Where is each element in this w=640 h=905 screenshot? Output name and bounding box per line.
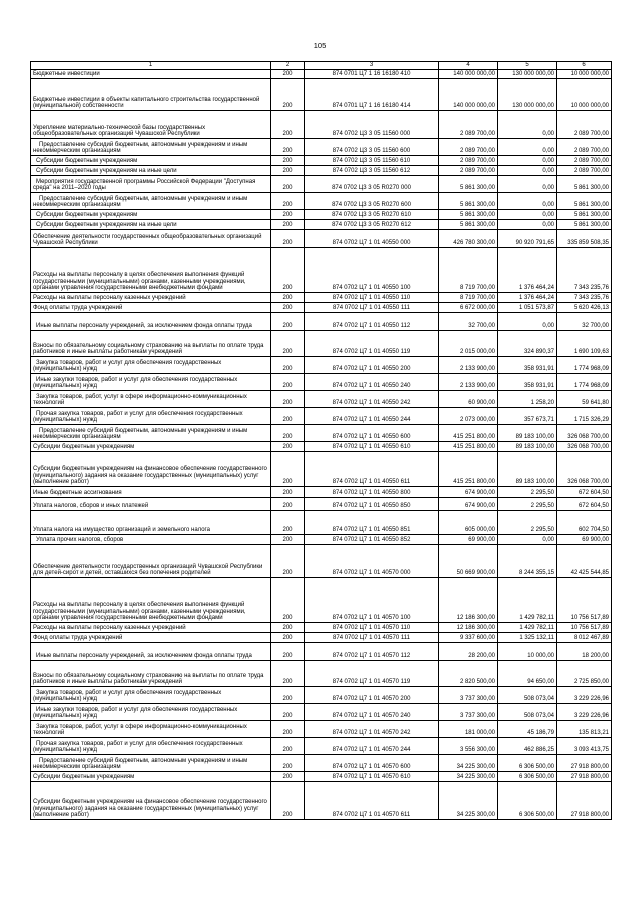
table-row xyxy=(31,357,612,374)
row-name: Расходы на выплаты персоналу казенных учреждений xyxy=(31,623,271,633)
row-approved-amount: 34 225 300,00 xyxy=(439,755,498,772)
row-executed-amount: 90 920 791,65 xyxy=(498,230,557,248)
row-executed-amount: 0,00 xyxy=(498,313,557,331)
row-remaining-amount: 1 774 968,09 xyxy=(557,357,612,374)
row-approved-amount: 415 251 800,00 xyxy=(439,442,498,452)
row-name: Уплата налога на имущество организаций и земельного налога xyxy=(31,511,271,535)
row-budget-code: 874 0702 Ц7 1 01 40550 800 xyxy=(305,487,439,498)
row-budget-code: 874 0702 Ц7 1 01 40570 119 xyxy=(305,661,439,687)
row-name: Укрепление материально-технической базы государственных общеобразовательных организаций Чувашской Республики xyxy=(31,111,271,139)
row-executed-amount: 0,00 xyxy=(498,176,557,193)
row-executed-amount: 45 186,79 xyxy=(498,721,557,738)
row-remaining-amount: 7 343 235,76 xyxy=(557,293,612,303)
table-row xyxy=(31,772,612,782)
row-line-code: 200 xyxy=(271,535,305,545)
row-line-code: 200 xyxy=(271,487,305,498)
row-executed-amount: 358 931,91 xyxy=(498,374,557,391)
row-budget-code: 874 0702 Ц7 1 01 40570 244 xyxy=(305,738,439,755)
row-executed-amount: 10 000,00 xyxy=(498,643,557,661)
table-row xyxy=(31,755,612,772)
row-line-code: 200 xyxy=(271,704,305,721)
table-row xyxy=(31,303,612,313)
row-name: Расходы на выплаты персоналу в целях обеспечения выполнения функций государственными (муниципальными) органами, казенными учреждениями, органами управления государственными внебюджетными фондами xyxy=(31,578,271,623)
row-line-code: 200 xyxy=(271,193,305,210)
row-budget-code: 874 0702 Ц7 1 01 40550 112 xyxy=(305,313,439,331)
row-line-code: 200 xyxy=(271,391,305,408)
table-row xyxy=(31,248,612,293)
row-budget-code: 874 0702 Ц3 3 05 R0270 612 xyxy=(305,220,439,230)
table-row xyxy=(31,374,612,391)
row-line-code: 200 xyxy=(271,772,305,782)
row-approved-amount: 60 900,00 xyxy=(439,391,498,408)
table-row xyxy=(31,633,612,643)
table-row xyxy=(31,643,612,661)
row-name: Закупка товаров, работ, услуг в сфере информационно-коммуникационных технологий xyxy=(31,721,271,738)
row-line-code: 200 xyxy=(271,623,305,633)
row-name: Иные выплаты персоналу учреждений, за исключением фонда оплаты труда xyxy=(31,643,271,661)
row-executed-amount: 94 650,00 xyxy=(498,661,557,687)
row-approved-amount: 2 015 000,00 xyxy=(439,331,498,357)
row-remaining-amount: 1 774 968,09 xyxy=(557,374,612,391)
row-remaining-amount: 27 918 800,00 xyxy=(557,782,612,820)
row-approved-amount: 34 225 300,00 xyxy=(439,782,498,820)
row-approved-amount: 6 672 000,00 xyxy=(439,303,498,313)
table-row xyxy=(31,176,612,193)
row-budget-code: 874 0702 Ц7 1 01 40570 110 xyxy=(305,623,439,633)
table-row xyxy=(31,70,612,79)
row-line-code: 200 xyxy=(271,176,305,193)
row-line-code: 200 xyxy=(271,357,305,374)
row-line-code: 200 xyxy=(271,139,305,156)
page-number: 105 xyxy=(313,41,327,50)
row-budget-code: 874 0702 Ц3 3 05 R0270 000 xyxy=(305,176,439,193)
row-remaining-amount: 2 089 700,00 xyxy=(557,156,612,166)
table-row xyxy=(31,331,612,357)
row-line-code: 200 xyxy=(271,498,305,511)
row-remaining-amount: 2 725 850,00 xyxy=(557,661,612,687)
row-budget-code: 874 0702 Ц7 1 01 40550 850 xyxy=(305,498,439,511)
row-budget-code: 874 0702 Ц7 1 01 40550 100 xyxy=(305,248,439,293)
row-budget-code: 874 0702 Ц7 1 01 40570 112 xyxy=(305,643,439,661)
row-executed-amount: 462 886,25 xyxy=(498,738,557,755)
row-name: Уплата прочих налогов, сборов xyxy=(31,535,271,545)
row-approved-amount: 2 089 700,00 xyxy=(439,166,498,176)
row-name: Субсидии бюджетным учреждениям на финансовое обеспечение государственного (муниципального) задания на оказание государственных (муниципальных) услуг (выполнение работ) xyxy=(31,782,271,820)
table-row xyxy=(31,210,612,220)
row-approved-amount: 181 000,00 xyxy=(439,721,498,738)
row-name: Иные выплаты персоналу учреждений, за исключением фонда оплаты труда xyxy=(31,313,271,331)
row-name: Иные закупки товаров, работ и услуг для обеспечения государственных (муниципальных) нужд xyxy=(31,704,271,721)
table-row xyxy=(31,511,612,535)
row-remaining-amount: 2 089 700,00 xyxy=(557,166,612,176)
row-remaining-amount: 326 068 700,00 xyxy=(557,425,612,442)
row-name: Субсидии бюджетным учреждениям xyxy=(31,772,271,782)
row-budget-code: 874 0702 Ц3 3 05 11560 600 xyxy=(305,139,439,156)
row-line-code: 200 xyxy=(271,738,305,755)
row-line-code: 200 xyxy=(271,687,305,704)
row-approved-amount: 2 820 500,00 xyxy=(439,661,498,687)
row-line-code: 200 xyxy=(271,210,305,220)
row-line-code: 200 xyxy=(271,755,305,772)
row-approved-amount: 5 861 300,00 xyxy=(439,210,498,220)
row-name: Предоставление субсидий бюджетным, автономным учреждениям и иным некоммерческим организациям xyxy=(31,425,271,442)
row-remaining-amount: 3 093 413,75 xyxy=(557,738,612,755)
row-approved-amount: 34 225 300,00 xyxy=(439,772,498,782)
row-remaining-amount: 5 861 300,00 xyxy=(557,193,612,210)
row-name: Закупка товаров, работ, услуг в сфере информационно-коммуникационных технологий xyxy=(31,391,271,408)
row-executed-amount: 358 931,91 xyxy=(498,357,557,374)
row-approved-amount: 32 700,00 xyxy=(439,313,498,331)
row-name: Взносы по обязательному социальному страхованию на выплаты по оплате труда работников и иные выплаты работникам учреждений xyxy=(31,661,271,687)
row-executed-amount: 0,00 xyxy=(498,156,557,166)
row-remaining-amount: 326 068 700,00 xyxy=(557,442,612,452)
row-budget-code: 874 0702 Ц7 1 01 40570 100 xyxy=(305,578,439,623)
row-name: Обеспечение деятельности государственных организаций Чувашской Республики для детей-сирот и детей, оставшихся без попечения родителей xyxy=(31,545,271,578)
row-name: Субсидии бюджетным учреждениям на финансовое обеспечение государственного (муниципального) задания на оказание государственных (муниципальных) услуг (выполнение работ) xyxy=(31,452,271,487)
row-budget-code: 874 0702 Ц7 1 01 40570 610 xyxy=(305,772,439,782)
row-line-code: 200 xyxy=(271,248,305,293)
row-budget-code: 874 0702 Ц7 1 01 40570 611 xyxy=(305,782,439,820)
row-budget-code: 874 0701 Ц7 1 16 16180 414 xyxy=(305,79,439,111)
row-name: Иные закупки товаров, работ и услуг для обеспечения государственных (муниципальных) нужд xyxy=(31,374,271,391)
row-executed-amount: 89 183 100,00 xyxy=(498,442,557,452)
row-line-code: 200 xyxy=(271,313,305,331)
row-line-code: 200 xyxy=(271,374,305,391)
row-line-code: 200 xyxy=(271,442,305,452)
row-budget-code: 874 0702 Ц7 1 01 40550 240 xyxy=(305,374,439,391)
row-line-code: 200 xyxy=(271,782,305,820)
row-remaining-amount: 2 089 700,00 xyxy=(557,139,612,156)
row-line-code: 200 xyxy=(271,156,305,166)
row-remaining-amount: 2 089 700,00 xyxy=(557,111,612,139)
row-remaining-amount: 602 704,50 xyxy=(557,511,612,535)
row-line-code: 200 xyxy=(271,111,305,139)
row-approved-amount: 69 900,00 xyxy=(439,535,498,545)
column-header: 6 xyxy=(557,62,612,70)
row-approved-amount: 50 669 900,00 xyxy=(439,545,498,578)
row-name: Бюджетные инвестиции в объекты капитального строительства государственной (муниципальной) собственности xyxy=(31,79,271,111)
row-approved-amount: 8 719 700,00 xyxy=(439,293,498,303)
table-row xyxy=(31,442,612,452)
row-executed-amount: 89 183 100,00 xyxy=(498,452,557,487)
row-budget-code: 874 0702 Ц3 3 05 R0270 600 xyxy=(305,193,439,210)
row-name: Субсидии бюджетным учреждениям xyxy=(31,442,271,452)
row-executed-amount: 0,00 xyxy=(498,111,557,139)
table-row xyxy=(31,408,612,425)
row-remaining-amount: 5 861 300,00 xyxy=(557,176,612,193)
row-executed-amount: 508 073,04 xyxy=(498,704,557,721)
row-remaining-amount: 59 641,80 xyxy=(557,391,612,408)
row-name: Субсидии бюджетным учреждениям на иные цели xyxy=(31,166,271,176)
budget-table xyxy=(30,61,612,820)
table-row xyxy=(31,545,612,578)
row-name: Мероприятия государственной программы Российской Федерации "Доступная среда" на 2011–2020 годы xyxy=(31,176,271,193)
row-name: Закупка товаров, работ и услуг для обеспечения государственных (муниципальных) нужд xyxy=(31,357,271,374)
row-remaining-amount: 135 813,21 xyxy=(557,721,612,738)
table-row xyxy=(31,578,612,623)
row-budget-code: 874 0702 Ц7 1 01 40550 611 xyxy=(305,452,439,487)
row-approved-amount: 140 000 000,00 xyxy=(439,79,498,111)
column-header: 1 xyxy=(31,62,271,70)
row-line-code: 200 xyxy=(271,578,305,623)
row-budget-code: 874 0702 Ц7 1 01 40550 244 xyxy=(305,408,439,425)
row-remaining-amount: 3 229 226,96 xyxy=(557,704,612,721)
table-row xyxy=(31,623,612,633)
row-approved-amount: 12 186 300,00 xyxy=(439,578,498,623)
row-executed-amount: 130 000 000,00 xyxy=(498,79,557,111)
row-remaining-amount: 10 000 000,00 xyxy=(557,70,612,79)
row-approved-amount: 140 000 000,00 xyxy=(439,70,498,79)
row-budget-code: 874 0702 Ц7 1 01 40550 600 xyxy=(305,425,439,442)
row-approved-amount: 2 089 700,00 xyxy=(439,111,498,139)
row-name: Бюджетные инвестиции xyxy=(31,70,271,79)
row-remaining-amount: 3 229 226,96 xyxy=(557,687,612,704)
row-approved-amount: 674 900,00 xyxy=(439,498,498,511)
row-name: Обеспечение деятельности государственных общеобразовательных организаций Чувашской Республики xyxy=(31,230,271,248)
row-approved-amount: 3 737 300,00 xyxy=(439,704,498,721)
row-line-code: 200 xyxy=(271,230,305,248)
table-row xyxy=(31,721,612,738)
table-row xyxy=(31,452,612,487)
row-executed-amount: 508 073,04 xyxy=(498,687,557,704)
table-row xyxy=(31,535,612,545)
row-name: Закупка товаров, работ и услуг для обеспечения государственных (муниципальных) нужд xyxy=(31,687,271,704)
row-budget-code: 874 0702 Ц7 1 01 40550 000 xyxy=(305,230,439,248)
row-line-code: 200 xyxy=(271,166,305,176)
row-name: Субсидии бюджетным учреждениям xyxy=(31,156,271,166)
row-remaining-amount: 5 861 300,00 xyxy=(557,220,612,230)
row-budget-code: 874 0702 Ц7 1 01 40570 600 xyxy=(305,755,439,772)
row-name: Прочая закупка товаров, работ и услуг для обеспечения государственных (муниципальных) нужд xyxy=(31,408,271,425)
row-approved-amount: 9 337 600,00 xyxy=(439,633,498,643)
row-remaining-amount: 1 690 109,63 xyxy=(557,331,612,357)
row-budget-code: 874 0702 Ц3 3 05 11560 000 xyxy=(305,111,439,139)
row-executed-amount: 1 376 464,24 xyxy=(498,248,557,293)
table-row xyxy=(31,156,612,166)
row-executed-amount: 6 306 500,00 xyxy=(498,755,557,772)
row-executed-amount: 1 258,20 xyxy=(498,391,557,408)
row-executed-amount: 0,00 xyxy=(498,220,557,230)
row-approved-amount: 426 780 300,00 xyxy=(439,230,498,248)
row-executed-amount: 1 429 782,11 xyxy=(498,578,557,623)
table-row xyxy=(31,293,612,303)
row-remaining-amount: 10 756 517,89 xyxy=(557,623,612,633)
row-executed-amount: 1 429 782,11 xyxy=(498,623,557,633)
row-approved-amount: 8 719 700,00 xyxy=(439,248,498,293)
row-approved-amount: 5 861 300,00 xyxy=(439,220,498,230)
row-name: Прочая закупка товаров, работ и услуг для обеспечения государственных (муниципальных) нужд xyxy=(31,738,271,755)
row-name: Предоставление субсидий бюджетным, автономным учреждениям и иным некоммерческим организациям xyxy=(31,139,271,156)
row-budget-code: 874 0702 Ц7 1 01 40570 000 xyxy=(305,545,439,578)
row-remaining-amount: 42 425 544,85 xyxy=(557,545,612,578)
row-remaining-amount: 10 756 517,89 xyxy=(557,578,612,623)
header-row xyxy=(31,62,612,70)
row-budget-code: 874 0702 Ц3 3 05 11560 612 xyxy=(305,166,439,176)
row-approved-amount: 674 900,00 xyxy=(439,487,498,498)
table-row xyxy=(31,661,612,687)
table-row xyxy=(31,425,612,442)
row-approved-amount: 5 861 300,00 xyxy=(439,176,498,193)
row-budget-code: 874 0702 Ц7 1 01 40550 851 xyxy=(305,511,439,535)
row-remaining-amount: 27 918 800,00 xyxy=(557,772,612,782)
row-remaining-amount: 326 068 700,00 xyxy=(557,452,612,487)
row-approved-amount: 2 089 700,00 xyxy=(439,139,498,156)
table-row xyxy=(31,230,612,248)
row-budget-code: 874 0702 Ц7 1 01 40550 242 xyxy=(305,391,439,408)
row-executed-amount: 130 000 000,00 xyxy=(498,70,557,79)
row-name: Фонд оплаты труда учреждений xyxy=(31,303,271,313)
table-row xyxy=(31,704,612,721)
table-row xyxy=(31,391,612,408)
row-line-code: 200 xyxy=(271,293,305,303)
row-executed-amount: 0,00 xyxy=(498,535,557,545)
row-line-code: 200 xyxy=(271,545,305,578)
row-approved-amount: 3 737 300,00 xyxy=(439,687,498,704)
table-row xyxy=(31,487,612,498)
row-approved-amount: 28 200,00 xyxy=(439,643,498,661)
table-row xyxy=(31,498,612,511)
row-executed-amount: 2 295,50 xyxy=(498,498,557,511)
row-approved-amount: 5 861 300,00 xyxy=(439,193,498,210)
row-budget-code: 874 0702 Ц7 1 01 40570 111 xyxy=(305,633,439,643)
row-line-code: 200 xyxy=(271,452,305,487)
row-remaining-amount: 10 000 000,00 xyxy=(557,79,612,111)
row-executed-amount: 6 306 500,00 xyxy=(498,772,557,782)
row-remaining-amount: 8 012 467,89 xyxy=(557,633,612,643)
row-name: Иные бюджетные ассигнования xyxy=(31,487,271,498)
row-budget-code: 874 0702 Ц7 1 01 40550 852 xyxy=(305,535,439,545)
row-budget-code: 874 0702 Ц3 3 05 11560 610 xyxy=(305,156,439,166)
row-approved-amount: 12 186 300,00 xyxy=(439,623,498,633)
column-header: 2 xyxy=(271,62,305,70)
row-line-code: 200 xyxy=(271,511,305,535)
row-executed-amount: 1 051 573,87 xyxy=(498,303,557,313)
row-approved-amount: 605 000,00 xyxy=(439,511,498,535)
row-line-code: 200 xyxy=(271,303,305,313)
row-budget-code: 874 0702 Ц7 1 01 40550 111 xyxy=(305,303,439,313)
row-name: Уплата налогов, сборов и иных платежей xyxy=(31,498,271,511)
row-approved-amount: 2 133 900,00 xyxy=(439,357,498,374)
row-executed-amount: 2 295,50 xyxy=(498,511,557,535)
row-line-code: 200 xyxy=(271,220,305,230)
row-line-code: 200 xyxy=(271,331,305,357)
row-line-code: 200 xyxy=(271,643,305,661)
row-remaining-amount: 5 861 300,00 xyxy=(557,210,612,220)
row-remaining-amount: 335 859 508,35 xyxy=(557,230,612,248)
row-executed-amount: 6 306 500,00 xyxy=(498,782,557,820)
table-row xyxy=(31,193,612,210)
row-executed-amount: 0,00 xyxy=(498,193,557,210)
row-line-code: 200 xyxy=(271,661,305,687)
table-row xyxy=(31,687,612,704)
row-name: Субсидии бюджетным учреждениям xyxy=(31,210,271,220)
row-approved-amount: 3 556 300,00 xyxy=(439,738,498,755)
row-name: Субсидии бюджетным учреждениям на иные цели xyxy=(31,220,271,230)
row-name: Предоставление субсидий бюджетным, автономным учреждениям и иным некоммерческим организациям xyxy=(31,755,271,772)
row-approved-amount: 415 251 800,00 xyxy=(439,452,498,487)
row-executed-amount: 89 183 100,00 xyxy=(498,425,557,442)
table-row xyxy=(31,111,612,139)
row-name: Взносы по обязательному социальному страхованию на выплаты по оплате труда работников и иные выплаты работникам учреждений xyxy=(31,331,271,357)
row-budget-code: 874 0702 Ц7 1 01 40550 119 xyxy=(305,331,439,357)
row-line-code: 200 xyxy=(271,79,305,111)
row-line-code: 200 xyxy=(271,721,305,738)
row-executed-amount: 0,00 xyxy=(498,139,557,156)
row-executed-amount: 0,00 xyxy=(498,210,557,220)
row-line-code: 200 xyxy=(271,633,305,643)
row-approved-amount: 2 073 000,00 xyxy=(439,408,498,425)
row-approved-amount: 415 251 800,00 xyxy=(439,425,498,442)
row-budget-code: 874 0702 Ц7 1 01 40550 200 xyxy=(305,357,439,374)
table-row xyxy=(31,79,612,111)
row-line-code: 200 xyxy=(271,70,305,79)
row-remaining-amount: 32 700,00 xyxy=(557,313,612,331)
row-remaining-amount: 7 343 235,76 xyxy=(557,248,612,293)
row-line-code: 200 xyxy=(271,425,305,442)
row-remaining-amount: 672 604,50 xyxy=(557,498,612,511)
row-name: Расходы на выплаты персоналу в целях обеспечения выполнения функций государственными (муниципальными) органами, казенными учреждениями, органами управления государственными внебюджетными фондами xyxy=(31,248,271,293)
row-remaining-amount: 1 715 326,29 xyxy=(557,408,612,425)
table-row xyxy=(31,313,612,331)
row-budget-code: 874 0702 Ц7 1 01 40550 110 xyxy=(305,293,439,303)
row-budget-code: 874 0702 Ц3 3 05 R0270 610 xyxy=(305,210,439,220)
row-executed-amount: 8 244 355,15 xyxy=(498,545,557,578)
row-budget-code: 874 0702 Ц7 1 01 40570 200 xyxy=(305,687,439,704)
table-row xyxy=(31,139,612,156)
row-executed-amount: 0,00 xyxy=(498,166,557,176)
row-name: Фонд оплаты труда учреждений xyxy=(31,633,271,643)
row-budget-code: 874 0702 Ц7 1 01 40570 240 xyxy=(305,704,439,721)
table-row xyxy=(31,738,612,755)
column-header: 5 xyxy=(498,62,557,70)
table-row xyxy=(31,166,612,176)
table-row xyxy=(31,220,612,230)
row-remaining-amount: 5 620 426,13 xyxy=(557,303,612,313)
column-header: 4 xyxy=(439,62,498,70)
column-header: 3 xyxy=(305,62,439,70)
row-name: Расходы на выплаты персоналу казенных учреждений xyxy=(31,293,271,303)
table-row xyxy=(31,782,612,820)
row-approved-amount: 2 089 700,00 xyxy=(439,156,498,166)
row-remaining-amount: 69 900,00 xyxy=(557,535,612,545)
row-budget-code: 874 0702 Ц7 1 01 40550 610 xyxy=(305,442,439,452)
row-executed-amount: 324 890,37 xyxy=(498,331,557,357)
row-approved-amount: 2 133 900,00 xyxy=(439,374,498,391)
row-executed-amount: 1 376 464,24 xyxy=(498,293,557,303)
row-line-code: 200 xyxy=(271,408,305,425)
row-budget-code: 874 0701 Ц7 1 16 16180 410 xyxy=(305,70,439,79)
row-name: Предоставление субсидий бюджетным, автономным учреждениям и иным некоммерческим организациям xyxy=(31,193,271,210)
row-budget-code: 874 0702 Ц7 1 01 40570 242 xyxy=(305,721,439,738)
row-remaining-amount: 672 604,50 xyxy=(557,487,612,498)
row-executed-amount: 2 295,50 xyxy=(498,487,557,498)
row-executed-amount: 1 325 132,11 xyxy=(498,633,557,643)
row-remaining-amount: 18 200,00 xyxy=(557,643,612,661)
row-executed-amount: 357 673,71 xyxy=(498,408,557,425)
row-remaining-amount: 27 918 800,00 xyxy=(557,755,612,772)
